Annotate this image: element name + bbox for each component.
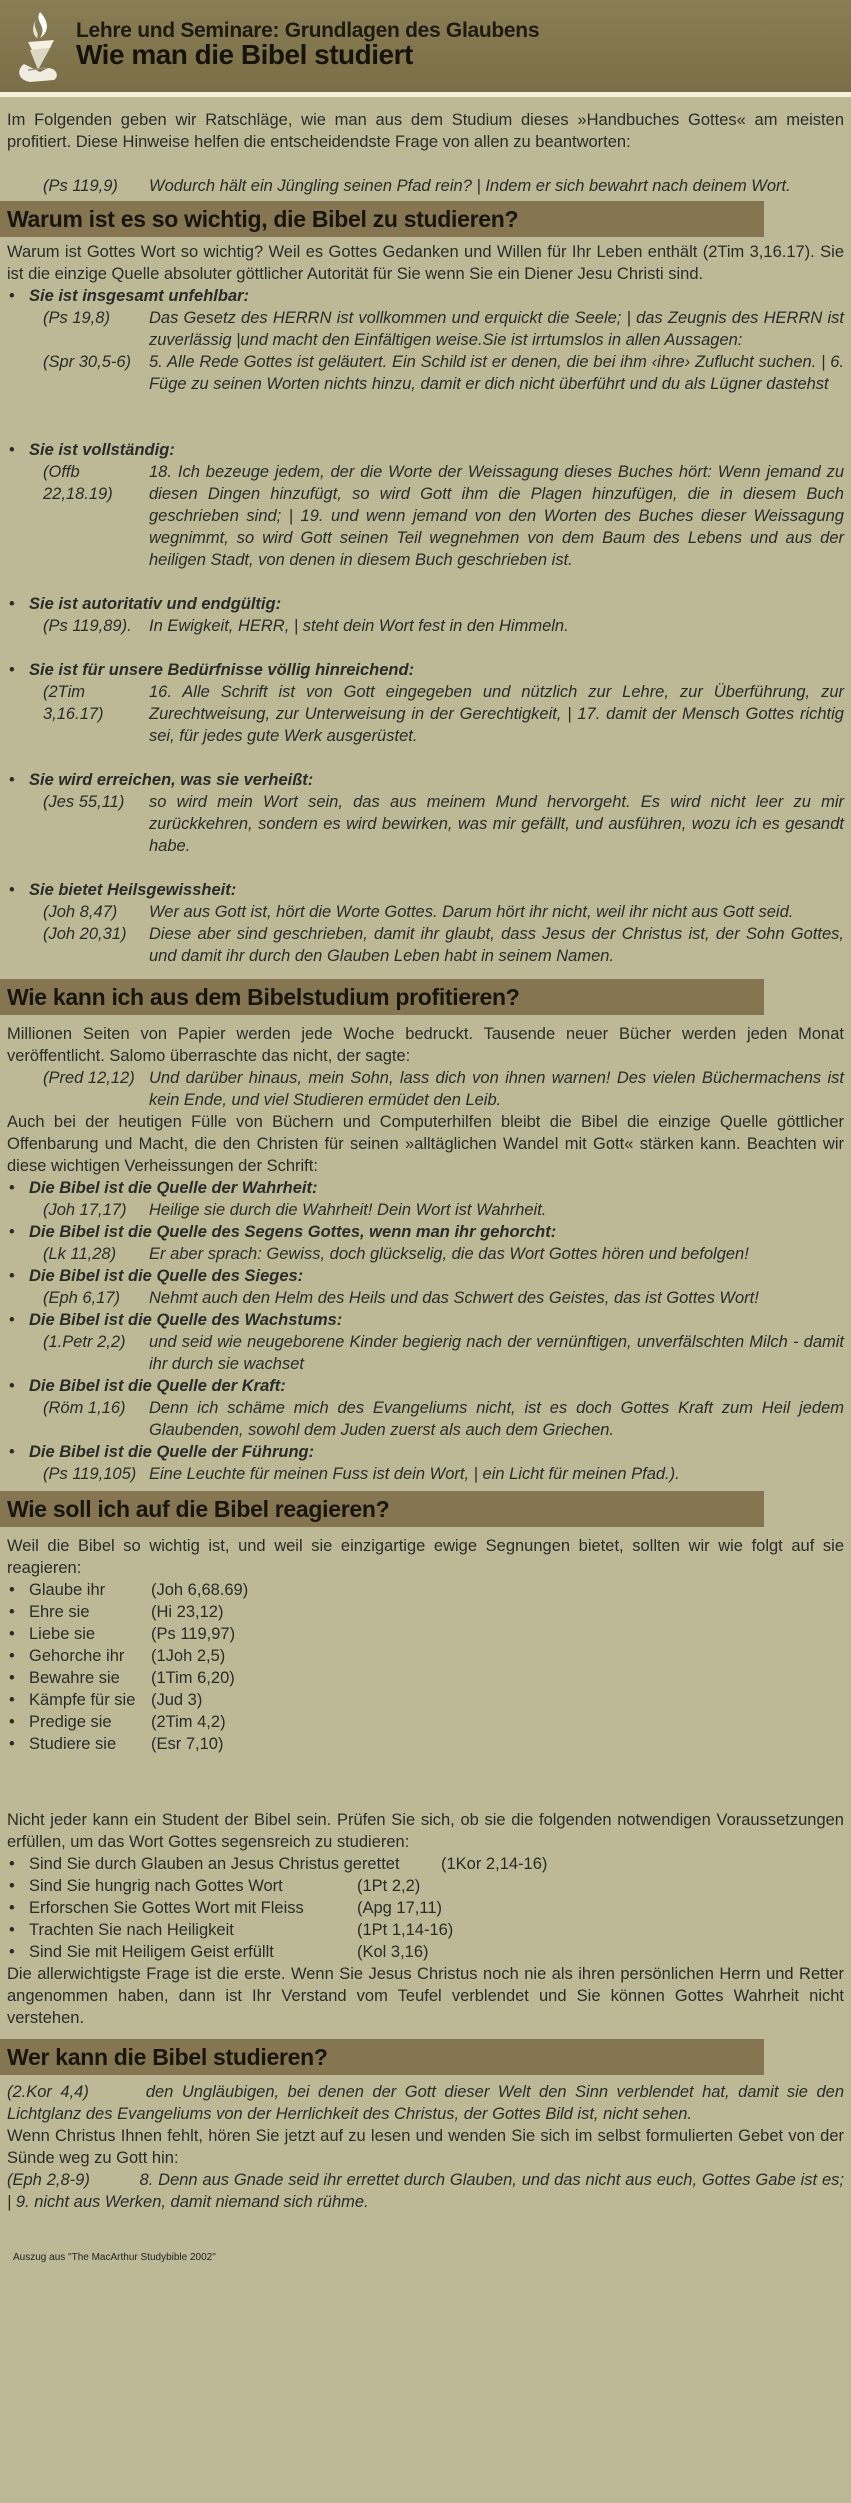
bible-quote	[7, 351, 844, 395]
quote-ref: (Offb 22,18.19)	[43, 463, 113, 503]
response-ref: (2Tim 4,2)	[151, 1713, 226, 1731]
bible-quote	[7, 2169, 844, 2213]
quote-ref: (1.Petr 2,2)	[43, 1333, 126, 1351]
list-item	[7, 1265, 844, 1287]
response-row	[29, 1623, 844, 1645]
quote-text: Wodurch hält ein Jüngling seinen Pfad rein? | Indem er sich bewahrt nach deinem Wort.	[149, 177, 791, 195]
quote-text: 18. Ich bezeuge jedem, der die Worte der Weissagung dieses Buches hört: Wenn jemand zu diesen Dingen hinzufügt, so wird Gott ihm die Plagen hinzufügen, die in diesem Buch geschrieben sind; | 19. und wenn jemand von den Worten des Buches dieser Weissagung wegnimmt, so wird Gott seinen Teil wegnehmen von dem Baum des Lebens und aus der heiligen Stadt, von denen in diesem Buch geschrieben ist.	[149, 463, 844, 569]
prerequisite-list	[7, 1853, 844, 1963]
quote-text: Nehmt auch den Helm des Heils und das Schwert des Geistes, das ist Gottes Wort!	[149, 1289, 759, 1307]
quote-ref: (2Tim 3,16.17)	[43, 683, 104, 723]
response-row	[29, 1579, 844, 1601]
quote-text: Und darüber hinaus, mein Sohn, lass dich von ihnen warnen! Des vielen Büchermachens ist kein Ende, und viel Studieren ermüdet den Leib.	[149, 1069, 844, 1109]
bible-quote	[7, 791, 844, 857]
bullet-icon: •	[9, 1223, 15, 1241]
bible-quote	[7, 1397, 844, 1441]
item-title: Die Bibel ist die Quelle der Kraft:	[29, 1377, 286, 1395]
item-title: Die Bibel ist die Quelle der Wahrheit:	[29, 1179, 318, 1197]
bullet-icon: •	[9, 881, 15, 899]
item-title: Die Bibel ist die Quelle des Sieges:	[29, 1267, 304, 1285]
bullet-icon: •	[9, 1311, 15, 1329]
page-header	[0, 0, 851, 97]
item-title: Die Bibel ist die Quelle des Segens Gottes, wenn man ihr gehorcht:	[29, 1223, 557, 1241]
prerequisite-label: Sind Sie mit Heiligem Geist erfüllt	[29, 1943, 274, 1961]
bible-quote	[7, 923, 844, 967]
section3-text: Weil die Bibel so wichtig ist, und weil sie einzigartige ewige Segnungen bietet, sollten wir wie folgt auf sie reagieren:	[7, 1537, 844, 1577]
list-item	[7, 1221, 844, 1243]
bullet-icon: •	[9, 661, 15, 679]
source-footnote: Auszug aus "The MacArthur Studybible 2002"	[13, 2252, 216, 2263]
prerequisite-ref: (1Pt 2,2)	[357, 1877, 421, 1895]
bullet-icon: •	[9, 1943, 15, 1961]
prerequisite-label: Sind Sie durch Glauben an Jesus Christus gerettet	[29, 1855, 400, 1873]
prerequisite-row	[29, 1853, 844, 1875]
quote-text: In Ewigkeit, HERR, | steht dein Wort fest in den Himmeln.	[149, 617, 569, 635]
response-row	[29, 1645, 844, 1667]
prerequisite-ref: (1Kor 2,14-16)	[441, 1855, 548, 1873]
bible-quote	[7, 1287, 844, 1309]
bible-quote	[7, 307, 844, 351]
prerequisite-row	[29, 1875, 844, 1897]
prerequisite-row	[29, 1941, 844, 1963]
bible-quote	[7, 2081, 844, 2125]
response-label: Kämpfe für sie	[29, 1691, 136, 1709]
list-item	[7, 1667, 844, 1689]
section2-text: Millionen Seiten von Papier werden jede Woche bedruckt. Tausende neuer Bücher werden jeden Monat veröffentlicht. Salomo überraschte das nicht, der sagte:	[7, 1025, 844, 1065]
section-heading: Wie kann ich aus dem Bibelstudium profitieren?	[0, 979, 764, 1015]
quote-ref: (Eph 6,17)	[43, 1289, 121, 1307]
quote-text: 16. Alle Schrift ist von Gott eingegeben und nützlich zur Lehre, zur Überführung, zur Zurechtweisung, zur Unterweisung in der Gerechtigkeit, | 17. damit der Mensch Gottes richtig sei, für jedes gute Werk ausgerüstet.	[149, 683, 844, 745]
quote-ref: (Lk 11,28)	[43, 1245, 117, 1263]
list-item	[7, 1441, 844, 1463]
item-title: Sie wird erreichen, was sie verheißt:	[29, 771, 314, 789]
response-ref: (Jud 3)	[151, 1691, 203, 1709]
bullet-icon: •	[9, 1179, 15, 1197]
list-item	[7, 1579, 844, 1601]
list-item	[7, 285, 844, 307]
section4-text: Wenn Christus Ihnen fehlt, hören Sie jetzt auf zu lesen und wenden Sie sich im selbst formulierten Gebet von der Sünde weg zu Gott hin:	[7, 2127, 844, 2167]
list-item	[7, 1601, 844, 1623]
bible-quote	[7, 1463, 844, 1485]
response-row	[29, 1689, 844, 1711]
response-label: Glaube ihr	[29, 1581, 106, 1599]
bullet-icon: •	[9, 287, 15, 305]
quote-text: den Ungläubigen, bei denen der Gott dieser Welt den Sinn verblendet hat, damit sie den Lichtglanz des Evangeliums von der Herrlichkeit des Christus, der Gottes Bild ist, nicht sehen.	[7, 2083, 844, 2123]
response-label: Ehre sie	[29, 1603, 90, 1621]
quote-ref: (Joh 20,31)	[43, 925, 127, 943]
quote-text: Denn ich schäme mich des Evangeliums nicht, ist es doch Gottes Kraft zum Heil jedem Glaubenden, sowohl dem Juden zuerst als auch dem Griechen.	[149, 1399, 844, 1439]
bullet-icon: •	[9, 1713, 15, 1731]
response-label: Predige sie	[29, 1713, 112, 1731]
quote-ref: (Ps 119,105)	[43, 1465, 137, 1483]
bible-quote	[7, 615, 844, 637]
bullet-icon: •	[9, 1899, 15, 1917]
bullet-icon: •	[9, 1647, 15, 1665]
bible-quote	[7, 1067, 844, 1111]
bullet-icon: •	[9, 1377, 15, 1395]
list-item	[7, 1897, 844, 1919]
response-ref: (1Tim 6,20)	[151, 1669, 235, 1687]
list-item	[7, 1941, 844, 1963]
quote-text: 8. Denn aus Gnade seid ihr errettet durch Glauben, und das nicht aus euch, Gottes Gabe ist es; | 9. nicht aus Werken, damit niemand sich rühme.	[7, 2171, 844, 2211]
list-item	[7, 1875, 844, 1897]
page-title: Wie man die Bibel studiert	[76, 39, 413, 70]
list-item	[7, 1919, 844, 1941]
section3-text: Die allerwichtigste Frage ist die erste. Wenn Sie Jesus Christus noch nie als ihren persönlichen Herrn und Retter angenommen haben, dann ist Ihr Verstand vom Teufel verblendet und Sie können Gottes Wahrheit nicht verstehen.	[7, 1965, 844, 2027]
item-title: Sie ist autoritativ und endgültig:	[29, 595, 282, 613]
quote-text: 5. Alle Rede Gottes ist geläutert. Ein Schild ist er denen, die bei ihm ‹ihre› Zuflucht suchen. | 6. Füge zu seinen Worten nichts hinzu, damit er dich nicht überführt und du als Lügner dastehst	[149, 353, 844, 393]
quote-ref: (Spr 30,5-6)	[43, 353, 132, 371]
promise-list	[7, 1177, 844, 1485]
list-item	[7, 439, 844, 461]
quote-ref: (Ps 19,8)	[43, 309, 110, 327]
quote-text: Er aber sprach: Gewiss, doch glückselig, die das Wort Gottes hören und befolgen!	[149, 1245, 749, 1263]
response-row	[29, 1733, 844, 1755]
bullet-icon: •	[9, 595, 15, 613]
list-item	[7, 879, 844, 901]
response-list	[7, 1579, 844, 1755]
quote-ref: (Eph 2,8-9)	[7, 2171, 90, 2189]
bullet-icon: •	[9, 1877, 15, 1895]
section-heading: Wer kann die Bibel studieren?	[0, 2039, 764, 2075]
bullet-icon: •	[9, 1691, 15, 1709]
prerequisite-ref: (1Pt 1,14-16)	[357, 1921, 454, 1939]
bullet-icon: •	[9, 771, 15, 789]
quote-text: Diese aber sind geschrieben, damit ihr glaubt, dass Jesus der Christus ist, der Sohn Gottes, und damit ihr durch den Glauben Leben habt in seinem Namen.	[149, 925, 844, 965]
list-item	[7, 1733, 844, 1755]
bullet-icon: •	[9, 441, 15, 459]
response-label: Bewahre sie	[29, 1669, 120, 1687]
item-title: Sie ist für unsere Bedürfnisse völlig hinreichend:	[29, 661, 415, 679]
intro-quote	[7, 175, 844, 197]
quote-text: und seid wie neugeborene Kinder begierig nach der vernünftigen, unverfälschten Milch - damit ihr durch sie wachset	[149, 1333, 844, 1373]
prerequisite-label: Sind Sie hungrig nach Gottes Wort	[29, 1877, 283, 1895]
quote-text: Das Gesetz des HERRN ist vollkommen und erquickt die Seele; | das Zeugnis des HERRN ist zuverlässig |und macht den Einfältigen weise.Sie ist irrtumslos in allen Aussagen:	[149, 309, 844, 349]
bullet-icon: •	[9, 1669, 15, 1687]
prerequisite-row	[29, 1919, 844, 1941]
section1-text: Warum ist Gottes Wort so wichtig? Weil es Gottes Gedanken und Willen für Ihr Leben enthält (2Tim 3,16.17). Sie ist die einzige Quelle absoluter göttlicher Autorität für Sie wenn Sie ein Diener Jesu Christi sind.	[7, 243, 844, 283]
quote-text: so wird mein Wort sein, das aus meinem Mund hervorgeht. Es wird nicht leer zu mir zurückkehren, sondern es wird bewirken, was mir gefällt, und ausführen, wozu ich es gesandt habe.	[149, 793, 844, 855]
response-ref: (1Joh 2,5)	[151, 1647, 226, 1665]
response-label: Gehorche ihr	[29, 1647, 125, 1665]
response-label: Studiere sie	[29, 1735, 117, 1753]
item-title: Sie bietet Heilsgewissheit:	[29, 881, 237, 899]
prerequisite-ref: (Kol 3,16)	[357, 1943, 429, 1961]
torch-icon	[10, 8, 68, 84]
page-subtitle: Lehre und Seminare: Grundlagen des Glaubens	[76, 19, 540, 42]
response-ref: (Joh 6,68.69)	[151, 1581, 249, 1599]
section2-text: Auch bei der heutigen Fülle von Büchern und Computerhilfen bleibt die Bibel die einzige Quelle göttlicher Offenbarung und Macht, die den Christen für seinen »alltäglichen Wandel mit Gott« stärken kann. Beachten wir diese wichtigen Verheissungen der Schrift:	[7, 1113, 844, 1175]
bullet-icon: •	[9, 1921, 15, 1939]
item-title: Die Bibel ist die Quelle des Wachstums:	[29, 1311, 343, 1329]
prerequisite-label: Trachten Sie nach Heiligkeit	[29, 1921, 234, 1939]
quote-ref: (Jes 55,11)	[43, 793, 125, 811]
prerequisite-row	[29, 1897, 844, 1919]
prerequisite-label: Erforschen Sie Gottes Wort mit Fleiss	[29, 1899, 304, 1917]
response-row	[29, 1711, 844, 1733]
item-title: Die Bibel ist die Quelle der Führung:	[29, 1443, 315, 1461]
response-ref: (Hi 23,12)	[151, 1603, 224, 1621]
list-item	[7, 593, 844, 615]
quote-ref: (2.Kor 4,4)	[7, 2083, 89, 2101]
response-label: Liebe sie	[29, 1625, 96, 1643]
section3-text: Nicht jeder kann ein Student der Bibel sein. Prüfen Sie sich, ob sie die folgenden notwendigen Voraussetzungen erfüllen, um das Wort Gottes segensreich zu studieren:	[7, 1811, 844, 1851]
response-row	[29, 1601, 844, 1623]
bible-quote	[7, 901, 844, 923]
bullet-icon: •	[9, 1603, 15, 1621]
list-item	[7, 1375, 844, 1397]
bible-quote	[7, 681, 844, 747]
bullet-icon: •	[9, 1267, 15, 1285]
response-ref: (Esr 7,10)	[151, 1735, 224, 1753]
list-item	[7, 659, 844, 681]
section-heading: Warum ist es so wichtig, die Bibel zu studieren?	[0, 201, 764, 237]
bible-quote	[7, 1331, 844, 1375]
bullet-icon: •	[9, 1625, 15, 1643]
section-heading: Wie soll ich auf die Bibel reagieren?	[0, 1491, 764, 1527]
bullet-icon: •	[9, 1735, 15, 1753]
quote-ref: (Joh 17,17)	[43, 1201, 127, 1219]
bible-quote	[7, 1199, 844, 1221]
list-item	[7, 1623, 844, 1645]
main-content	[0, 97, 851, 2269]
quote-ref: (Ps 119,89).	[43, 617, 132, 635]
intro-text: Im Folgenden geben wir Ratschläge, wie man aus dem Studium dieses »Handbuches Gottes« am meisten profitiert. Diese Hinweise helfen die entscheidendste Frage von allen zu beantworten:	[7, 111, 844, 151]
quote-ref: (Joh 8,47)	[43, 903, 118, 921]
bible-quote	[7, 1243, 844, 1265]
quote-text: Heilige sie durch die Wahrheit! Dein Wort ist Wahrheit.	[149, 1201, 547, 1219]
item-title: Sie ist vollständig:	[29, 441, 175, 459]
quote-ref: (Ps 119,9)	[43, 177, 118, 195]
list-item	[7, 1645, 844, 1667]
list-item	[7, 769, 844, 791]
item-title: Sie ist insgesamt unfehlbar:	[29, 287, 250, 305]
list-item	[7, 1711, 844, 1733]
quote-text: Eine Leuchte für meinen Fuss ist dein Wort, | ein Licht für meinen Pfad.).	[149, 1465, 680, 1483]
list-item	[7, 1177, 844, 1199]
bullet-icon: •	[9, 1443, 15, 1461]
list-item	[7, 1309, 844, 1331]
response-ref: (Ps 119,97)	[151, 1625, 236, 1643]
quote-ref: (Pred 12,12)	[43, 1069, 135, 1087]
list-item	[7, 1689, 844, 1711]
quote-ref: (Röm 1,16)	[43, 1399, 126, 1417]
bullet-icon: •	[9, 1855, 15, 1873]
quote-text: Wer aus Gott ist, hört die Worte Gottes. Darum hört ihr nicht, weil ihr nicht aus Gott seid.	[149, 903, 794, 921]
response-row	[29, 1667, 844, 1689]
list-item	[7, 1853, 844, 1875]
prerequisite-ref: (Apg 17,11)	[357, 1899, 442, 1917]
bible-quote	[7, 461, 844, 571]
bullet-icon: •	[9, 1581, 15, 1599]
